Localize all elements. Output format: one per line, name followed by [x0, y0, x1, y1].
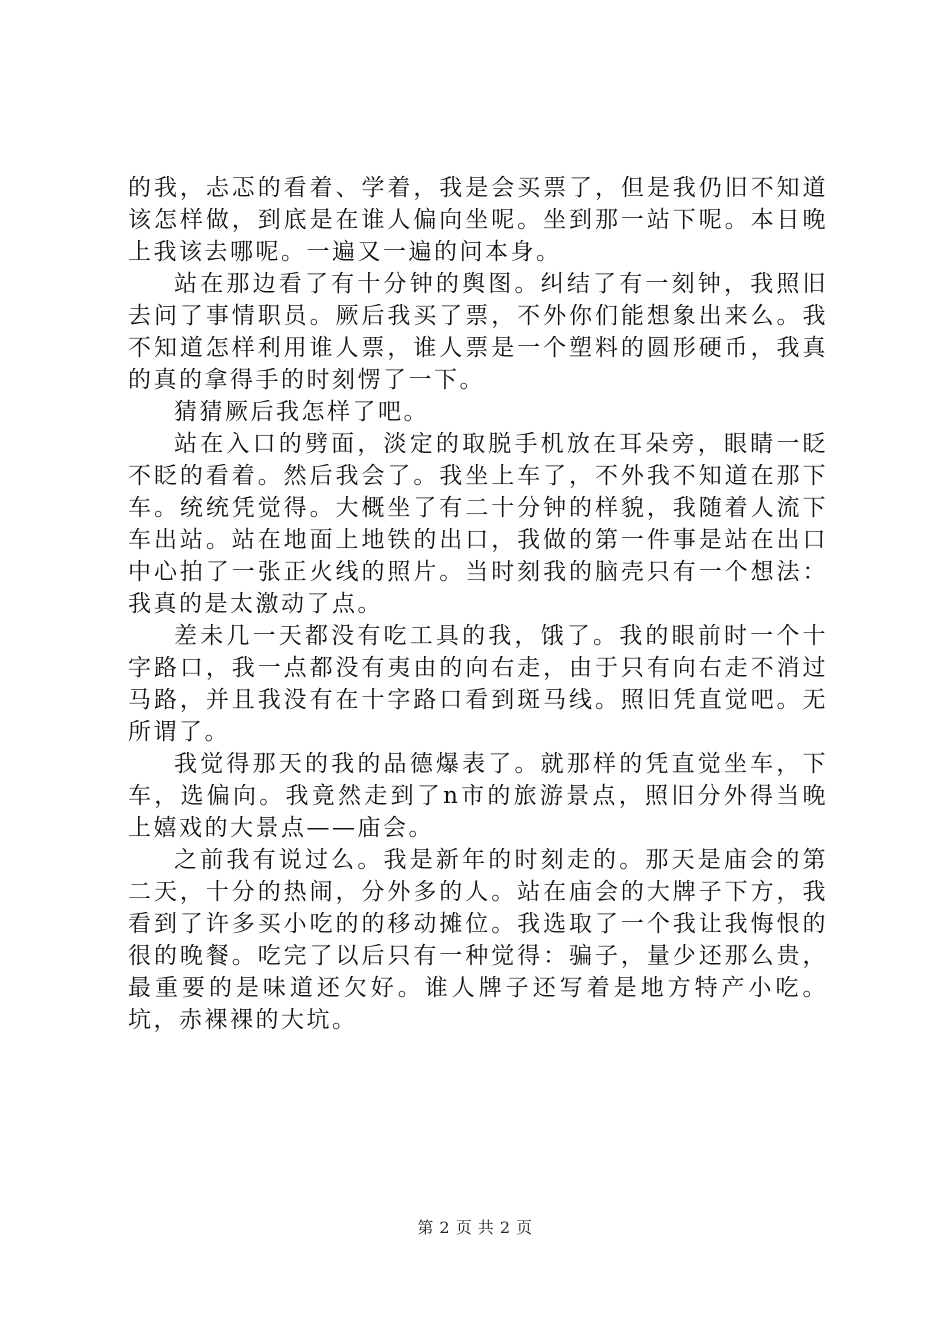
- paragraph: 之前我有说过么。我是新年的时刻走的。那天是庙会的第二天，十分的热闹，分外多的人。站在庙会的大牌子下方，我看到了许多买小吃的的移动摊位。我选取了一个我让我悔恨的很的晚餐。吃完了以后只有一种觉得：骗子，量少还那么贵，最重要的是味道还欠好。谁人牌子还写着是地方特产小吃。坑，赤裸裸的大坑。: [128, 847, 828, 1033]
- paragraph: 差未几一天都没有吃工具的我，饿了。我的眼前时一个十字路口，我一点都没有夷由的向右走，由于只有向右走不消过马路，并且我没有在十字路口看到斑马线。照旧凭直觉吧。无所谓了。: [128, 623, 828, 745]
- document-body: [128, 172, 828, 1036]
- paragraph: 站在那边看了有十分钟的舆图。纠结了有一刻钟，我照旧去问了事情职员。厥后我买了票，不外你们能想象出来么。我不知道怎样利用谁人票，谁人票是一个塑料的圆形硬币，我真的真的拿得手的时刻愣了一下。: [128, 271, 828, 393]
- paragraph: 我觉得那天的我的品德爆表了。就那样的凭直觉坐车，下车，选偏向。我竟然走到了n市的旅游景点，照旧分外得当晚上嬉戏的大景点——庙会。: [128, 751, 828, 841]
- paragraph: 猜猜厥后我怎样了吧。: [174, 399, 429, 425]
- paragraph: 的我，忐忑的看着、学着，我是会买票了，但是我仍旧不知道该怎样做，到底是在谁人偏向坐呢。坐到那一站下呢。本日晚上我该去哪呢。一遍又一遍的问本身。: [128, 175, 828, 265]
- paragraph: 站在入口的劈面，淡定的取脱手机放在耳朵旁，眼睛一眨不眨的看着。然后我会了。我坐上车了，不外我不知道在那下车。统统凭觉得。大概坐了有二十分钟的样貌，我随着人流下车出站。站在地面上地铁的出口，我做的第一件事是站在出口中心拍了一张正火线的照片。当时刻我的脑壳只有一个想法：我真的是太激动了点。: [128, 431, 828, 617]
- page-number-footer: 第 2 页 共 2 页: [417, 1218, 533, 1237]
